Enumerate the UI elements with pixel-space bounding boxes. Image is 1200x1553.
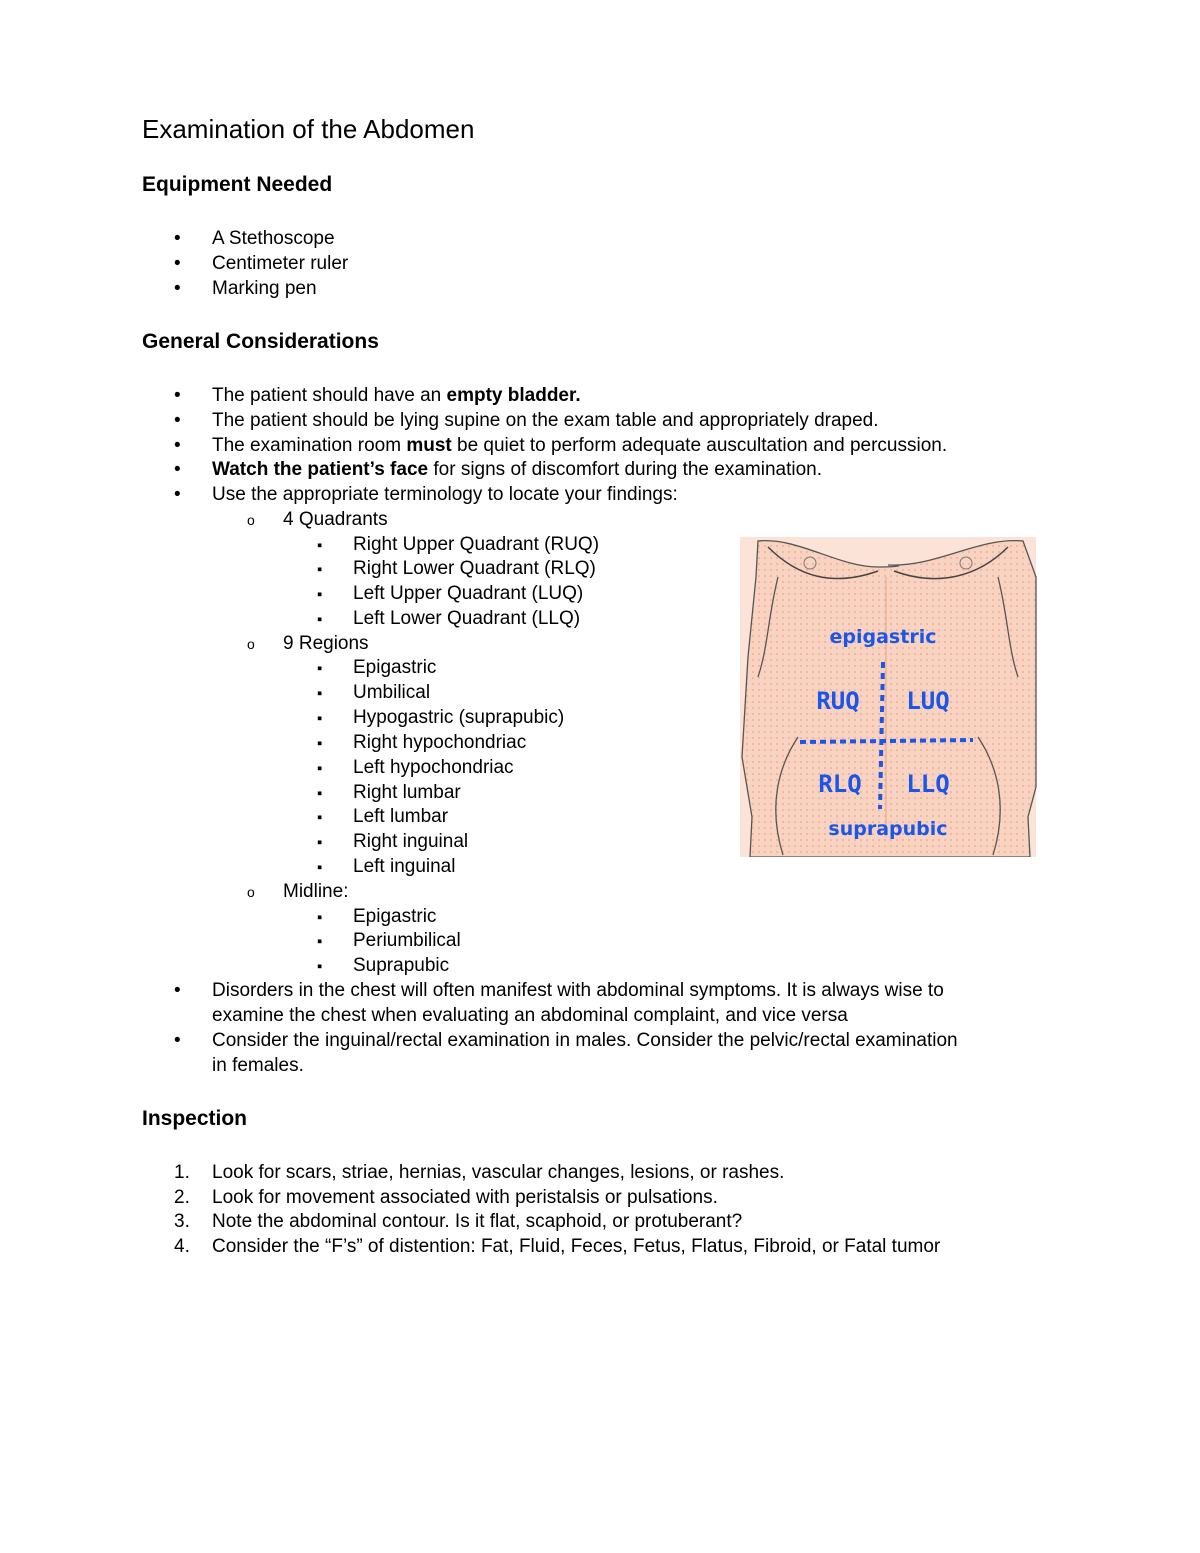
epigastric-label: epigastric [829, 626, 937, 648]
square-bullet-icon [317, 582, 322, 607]
equipment-item: Centimeter ruler [212, 253, 349, 274]
general-bullet-1 [212, 384, 581, 408]
square-bullet-icon [317, 557, 322, 582]
text-run: for signs of discomfort during the examination. [428, 459, 823, 480]
general-bullet-7-line1: Consider the inguinal/rectal examination in males. Consider the pelvic/rectal examination [212, 1030, 958, 1051]
bullet-icon [174, 277, 181, 301]
luq-label: LUQ [906, 687, 950, 715]
text-run: The examination room [212, 435, 407, 456]
quadrant-item: Left Lower Quadrant (LLQ) [353, 608, 581, 629]
square-bullet-icon [317, 756, 322, 781]
list-number: 1. [174, 1162, 190, 1183]
square-bullet-icon [317, 805, 322, 830]
bold-run: Watch the patient’s face [212, 459, 429, 480]
midline-item: Suprapubic [353, 955, 450, 976]
region-item: Hypogastric (suprapubic) [353, 707, 565, 728]
midline-item: Epigastric [353, 906, 437, 927]
general-bullet-4 [212, 458, 822, 482]
general-bullet-6-line2: examine the chest when evaluating an abdominal complaint, and vice versa [212, 1005, 848, 1026]
general-bullet-5: Use the appropriate terminology to locate your findings: [212, 484, 678, 505]
bullet-icon [174, 409, 181, 433]
region-item: Epigastric [353, 657, 437, 678]
inspection-item: Consider the “F’s” of distention: Fat, Fluid, Feces, Fetus, Flatus, Fibroid, or Fatal tumor [212, 1236, 941, 1257]
square-bullet-icon [317, 905, 322, 930]
square-bullet-icon [317, 656, 322, 681]
text-run: The patient should have an [212, 385, 447, 406]
bullet-icon [174, 1029, 181, 1053]
equipment-heading: Equipment Needed [142, 173, 333, 196]
page-title: Examination of the Abdomen [142, 114, 475, 144]
list-number: 3. [174, 1211, 190, 1232]
quadrant-item: Right Lower Quadrant (RLQ) [353, 558, 596, 579]
llq-label: LLQ [906, 770, 950, 798]
square-bullet-icon [317, 607, 322, 632]
suprapubic-label: suprapubic [828, 818, 948, 840]
inspection-item: Look for scars, striae, hernias, vascular changes, lesions, or rashes. [212, 1162, 785, 1183]
equipment-item: Marking pen [212, 278, 317, 299]
inspection-heading: Inspection [142, 1107, 248, 1130]
inspection-item: Look for movement associated with peristalsis or pulsations. [212, 1187, 718, 1208]
sub-bullet-icon [247, 880, 255, 904]
general-bullet-2: The patient should be lying supine on the exam table and appropriately draped. [212, 410, 879, 431]
bullet-icon [174, 483, 181, 507]
square-bullet-icon [317, 954, 322, 979]
region-item: Left lumbar [353, 806, 449, 827]
bullet-icon [174, 979, 181, 1003]
quadrant-item: Left Upper Quadrant (LUQ) [353, 583, 584, 604]
region-item: Right lumbar [353, 782, 461, 803]
equipment-item: A Stethoscope [212, 228, 335, 249]
bold-run: must [406, 435, 452, 456]
region-item: Left inguinal [353, 856, 456, 877]
midline-item: Periumbilical [353, 930, 461, 951]
inspection-item: Note the abdominal contour. Is it flat, scaphoid, or protuberant? [212, 1211, 743, 1232]
sub-bullet-icon [247, 508, 255, 532]
square-bullet-icon [317, 855, 322, 880]
region-item: Right inguinal [353, 831, 469, 852]
bullet-icon [174, 384, 181, 408]
region-item: Left hypochondriac [353, 757, 514, 778]
bold-run: empty bladder. [446, 385, 581, 406]
square-bullet-icon [317, 731, 322, 756]
general-heading: General Considerations [142, 330, 379, 353]
region-item: Right hypochondriac [353, 732, 527, 753]
midline-label: Midline: [283, 881, 349, 902]
square-bullet-icon [317, 533, 322, 558]
text-run: be quiet to perform adequate auscultation and percussion. [451, 435, 948, 456]
square-bullet-icon [317, 706, 322, 731]
abdomen-quadrant-diagram [738, 537, 1038, 857]
general-bullet-3 [212, 434, 947, 458]
bullet-icon [174, 227, 181, 251]
quadrant-item: Right Upper Quadrant (RUQ) [353, 534, 600, 555]
bullet-icon [174, 252, 181, 276]
regions-label: 9 Regions [283, 633, 369, 654]
rlq-label: RLQ [818, 770, 862, 798]
list-number: 2. [174, 1187, 190, 1208]
bullet-icon [174, 434, 181, 458]
general-bullet-7-line2: in females. [212, 1055, 304, 1076]
square-bullet-icon [317, 681, 322, 706]
quadrants-label: 4 Quadrants [283, 509, 388, 530]
ruq-label: RUQ [816, 687, 860, 715]
square-bullet-icon [317, 929, 322, 954]
square-bullet-icon [317, 830, 322, 855]
torso-silhouette [742, 541, 1036, 857]
region-item: Umbilical [353, 682, 431, 703]
list-number: 4. [174, 1236, 190, 1257]
bullet-icon [174, 458, 181, 482]
sub-bullet-icon [247, 632, 255, 656]
general-bullet-6-line1: Disorders in the chest will often manifest with abdominal symptoms. It is always wise to [212, 980, 944, 1001]
square-bullet-icon [317, 781, 322, 806]
